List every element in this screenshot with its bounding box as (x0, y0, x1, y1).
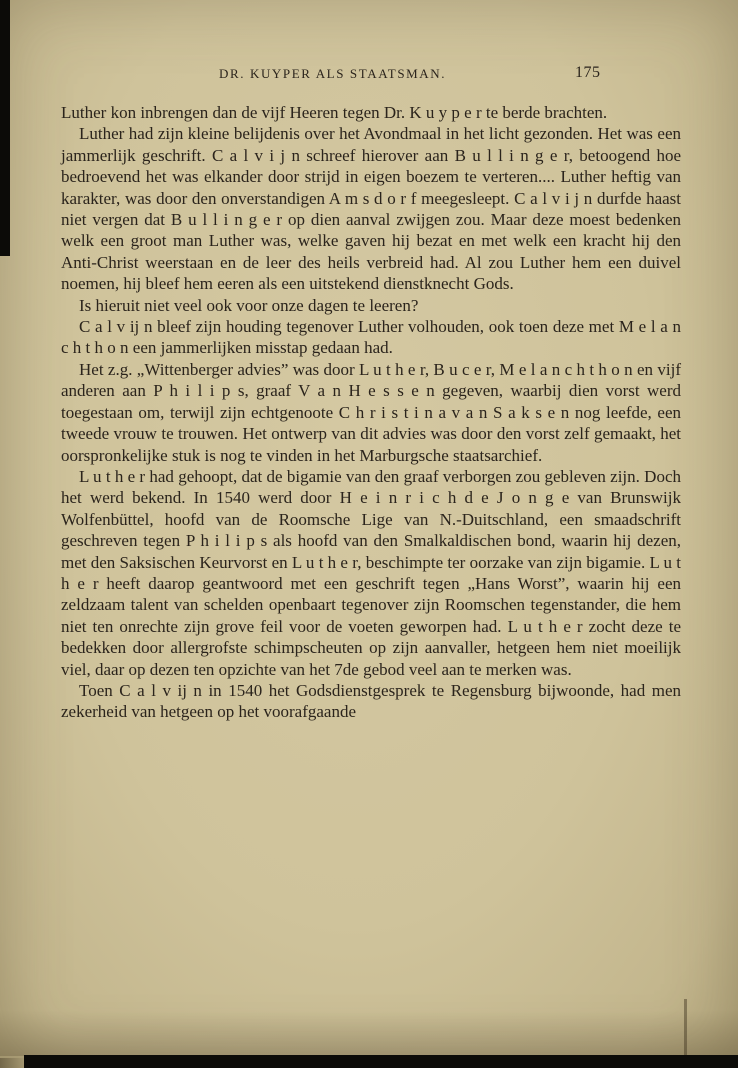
scan-bottom-shadow (0, 1010, 738, 1056)
scan-edge-left (0, 0, 10, 256)
body-text (61, 102, 681, 723)
paragraph: L u t h e r had gehoopt, dat de bigamie van den graaf verborgen zou gebleven zijn. Doch het werd bekend. In 1540 werd door H e i n r i c h d e J o n g e van Brunswijk Wolfenbüttel, hoofd van de Roomsche Lige van N.-Duitschland, een smaadschrift geschreven tegen P h i l i p s als hoofd van den Smalkaldischen bond, waarin hij dezen, met den Saksischen Keurvorst en L u t h e r, beschimpte ter oorzake van zijn bigamie. L u t h e r heeft daarop geantwoord met een geschrift tegen „Hans Worst”, waarin hij een zeldzaam talent van schelden openbaart tegenover zijn Roomschen tegenstander, die hem niet ten onrechte zijn grove feil voor de voeten geworpen had. L u t h e r zocht deze te bedekken door allergrofste schimpscheuten op zijn aanvaller, hetgeen hem niet moeilijk viel, daar op dezen ten opzichte van het 7de gebod veel aan te merken was. (61, 466, 681, 679)
scan-edge-artifact-right (684, 999, 687, 1055)
paragraph: C a l v ij n bleef zijn houding tegenover Luther volhouden, ook toen deze met M e l a n c h t h o n een jammerlijken misstap gedaan had. (61, 317, 681, 358)
scan-corner-shadow (0, 1058, 26, 1068)
paragraph: Is hieruit niet veel ook voor onze dagen te leeren? (79, 295, 419, 315)
paragraph: Luther had zijn kleine belijdenis over het Avondmaal in het licht gezonden. Het was een jammerlijk geschrift. C a l v i j n schreef hierover aan B u l l i n g e r, betoogend hoe bedroevend het was elkander door strijd in eigen boezem te verteren.... Luther heftig van karakter, was door den onverstandigen A m s d o r f meegesleept. C a l v i j n durfde haast niet vergen dat B u l l i n g e r op dien aanval zwijgen zou. Maar deze moest bedenken welk een groot man Luther was, welke gaven hij bezat en met welk een kracht hij den Anti-Christ weerstaan en de leer des heils verbreid had. Al zou Luther hem een duivel noemen, hij bleef hem eeren als een uitstekend dienstknecht Gods. (61, 124, 681, 294)
paragraph: Luther kon inbrengen dan de vijf Heeren tegen Dr. K u y p e r te berde brachten. (61, 103, 608, 122)
page-content (61, 64, 681, 723)
paragraph: Het z.g. „Wittenberger advies” was door L u t h e r, B u c e r, M e l a n c h t h o n en vijf anderen aan P h i l i p s, graaf V a n H e s s e n gegeven, waarbij dien vorst werd toegestaan om, terwijl zijn echtgenoote C h r i s t i n a v a n S a k s e n nog leefde, een tweede vrouw te trouwen. Het ontwerp van dit advies was door den vorst zelf gemaakt, het oorspronkelijke stuk is nog te vinden in het Marburgsche staatsarchief. (61, 359, 681, 465)
page-header (61, 64, 681, 92)
running-title: DR. KUYPER ALS STAATSMAN. (219, 66, 447, 81)
page-number: 175 (575, 64, 601, 81)
paragraph: Toen C a l v ij n in 1540 het Godsdienstgesprek te Regensburg bijwoonde, had men zekerheid van hetgeen op het voorafgaande (61, 680, 681, 722)
scan-edge-bottom (24, 1055, 738, 1068)
